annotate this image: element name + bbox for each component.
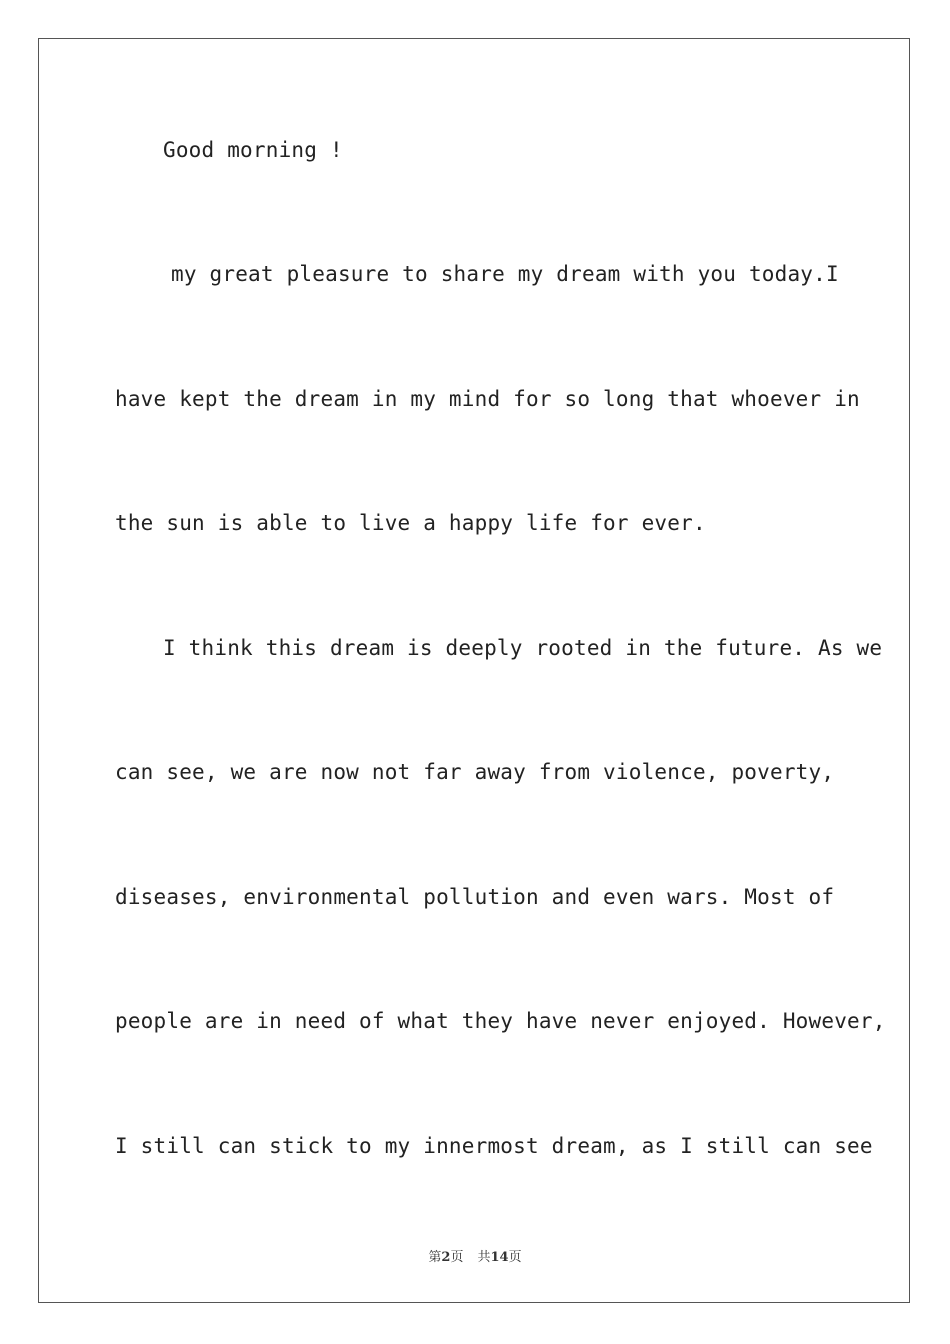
page-frame <box>38 38 910 1303</box>
total-prefix: 共 <box>477 1250 491 1265</box>
paragraph-line: I think this dream is deeply rooted in the future. As we <box>163 636 883 660</box>
paragraph-line: my great pleasure to share my dream with you today.I <box>171 262 839 286</box>
page-suffix: 页 <box>450 1250 464 1265</box>
paragraph-line: I still can stick to my innermost dream, as I still can see <box>115 1134 873 1158</box>
paragraph-line: can see, we are now not far away from violence, poverty, <box>115 760 835 784</box>
current-page-number: 2 <box>441 1250 451 1265</box>
paragraph-line: the sun is able to live a happy life for ever. <box>115 511 706 535</box>
page-prefix: 第 <box>428 1250 442 1265</box>
total-suffix: 页 <box>508 1250 522 1265</box>
greeting-line: Good morning ! <box>163 138 343 162</box>
paragraph-line: have kept the dream in my mind for so long that whoever in <box>115 387 860 411</box>
total-pages-number: 14 <box>490 1250 509 1265</box>
paragraph-line: people are in need of what they have never enjoyed. However, <box>115 1009 886 1033</box>
page-footer <box>0 1246 950 1265</box>
paragraph-line: diseases, environmental pollution and even wars. Most of <box>115 885 835 909</box>
